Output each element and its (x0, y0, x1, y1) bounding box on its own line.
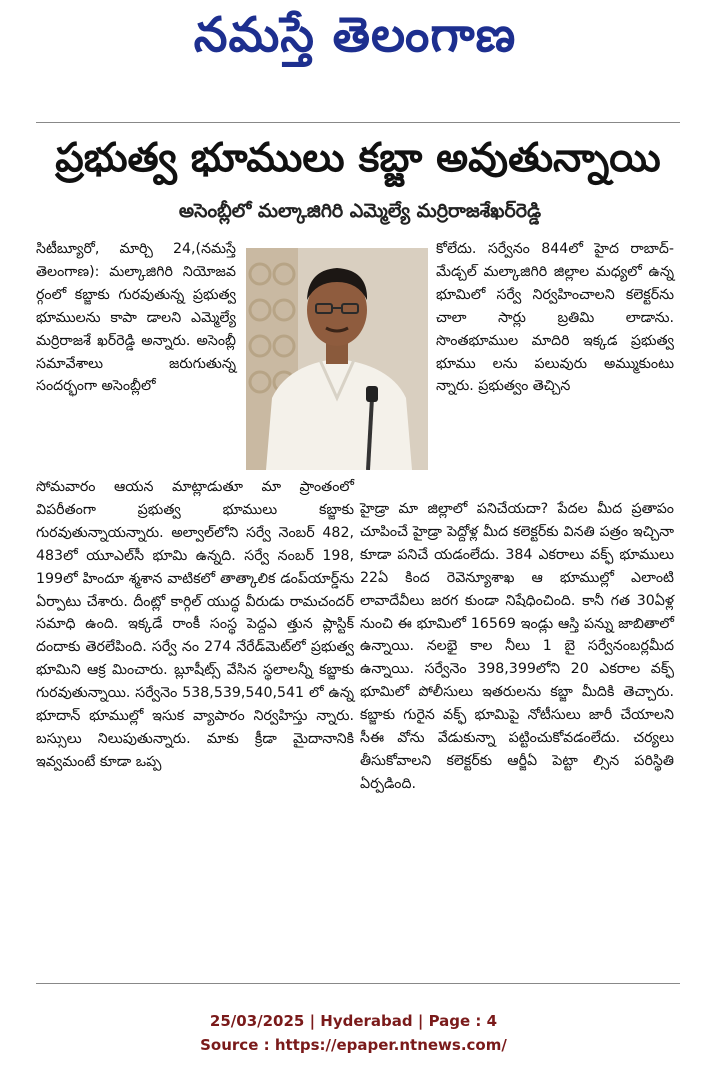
article-column-right-bottom (360, 498, 674, 978)
article-column-left-top (36, 238, 236, 473)
article-column-left-bottom (36, 476, 354, 976)
article-paragraph: హైడ్రా మా జిల్లాలో పనిచేయదా? పేదల మీద ప్రతాపం చూపించే హైడ్రా పెద్దోళ్ల మీద కలెక్టర్‌కు వినతి పత్రం ఇచ్చినా కూడా పనిచే యడంలేదు. 384 ఎకరాలు వక్ఫ్ భూములు 22ఏ కింద రెవెన్యూశాఖ ఆ భూముల్లో ఎలాంటి లావాదేవీలు జరగ కుండా నిషేధించింది. కానీ గత 30ఏళ్ల నుంచి ఈ భూమిలో 16569 ఇండ్లు ఆస్తి పన్ను జాబితాలో ఉన్నాయి. నలభై కాల నీలు 1 బై సర్వేనంబర్లమీద ఉన్నాయి. సర్వేనెం 398,399లోని 20 ఎకరాల వక్ఫ్ భూమిలో పోలీసులు ఇతరులను కబ్జా మీదికి తెచ్చారు. కబ్జాకు గురైన వక్ఫ్ భూమిపై నోటీసులు జారీ చేయాలని సీఈ వోను వేడుకున్నా పట్టించుకోవడంలేదు. చర్యలు తీసుకోవాలని కలెక్టర్‌కు ఆర్జీఏ పెట్టా ల్సిన పరిస్థితి ఏర్పడింది. (360, 501, 674, 792)
source-link[interactable]: Source : https://epaper.ntnews.com/ (200, 1036, 507, 1054)
article-column-right-top (436, 238, 674, 498)
article-headline: ప్రభుత్వ భూములు కబ్జా అవుతున్నాయి (55, 135, 661, 181)
article-subheadline: అసెంబ్లీలో మల్కాజిగిరి ఎమ్మెల్యే మర్రిరాజశేఖర్‌రెడ్డి (178, 199, 542, 222)
bottom-divider (36, 983, 680, 984)
article-paragraph: సోమవారం ఆయన మాట్లాడుతూ మా ప్రాంతంలో విపరీతంగా ప్రభుత్వ భూములు కబ్జాకు గురవుతున్నాయన్నారు. అల్వాల్‌లోని సర్వే నెంబర్ 482, 483లో యూఎల్‌సీ భూమి ఉన్నది. సర్వే నంబర్ 198, 199లో హిందూ శ్మశాన వాటికలో తాత్కాలిక డంప్‌యార్డ్‌ను ఏర్పాటు చేశారు. దీంట్లో కార్గిల్ యుద్ధ వీరుడు రామచందర్ సమాధి ఉంది. ఇక్కడే రాంకీ సంస్థ పెద్దఎ త్తున ప్లాస్టిక్ దందాకు తెరలేపింది. సర్వే నం 274 నేరేడ్‌మెట్‌లో ప్రభుత్వ భూమిని ఆక్ర మించారు. బ్లూషీట్స్ వేసిన స్థలాలన్నీ కబ్జాకు గురవుతున్నాయి. సర్వేనెం 538,539,540,541 లో ఉన్న భూదాన్ భూముల్లో ఇసుక వ్యాపారం నిర్వహిస్తు న్నారు. బస్సులు నిలుపుతున్నారు. మాకు క్రీడా మైదానానికి ఇవ్వమంటే కూడా ఒప్ప (36, 479, 354, 770)
newspaper-masthead: నమస్తే తెలంగాణ (193, 7, 517, 63)
edition-info: 25/03/2025 | Hyderabad | Page : 4 (209, 1012, 498, 1030)
mla-photo (246, 248, 428, 470)
top-divider (36, 122, 680, 123)
article-paragraph: కోలేదు. సర్వేనం 844లో హైద రాబాద్- మేడ్చల్ మల్కాజిగిరి జిల్లాల మధ్యలో ఉన్న భూమిలో సర్వే నిర్వహించాలని కలెక్టర్‌ను చాలా సార్లు బ్రతిమి లాడాను. సొంతభూముల మాదిరి ఇక్కడ ప్రభుత్వ భూము లను పలువురు అమ్ముకుంటు న్నారు. ప్రభుత్వం తెచ్చిన (436, 241, 674, 395)
article-paragraph: సిటీబ్యూరో, మార్చి 24,(నమస్తే తెలంగాణ): మల్కాజిగిరి నియోజవ ర్గంలో కబ్జాకు గురవుతున్న ప్రభుత్వ భూములను కాపా డాలని ఎమ్మెల్యే మర్రిరాజశే ఖర్‌రెడ్డి అన్నారు. అసెంబ్లీ సమావేశాలు జరుగుతున్న సందర్భంగా అసెంబ్లీలో (36, 241, 236, 395)
